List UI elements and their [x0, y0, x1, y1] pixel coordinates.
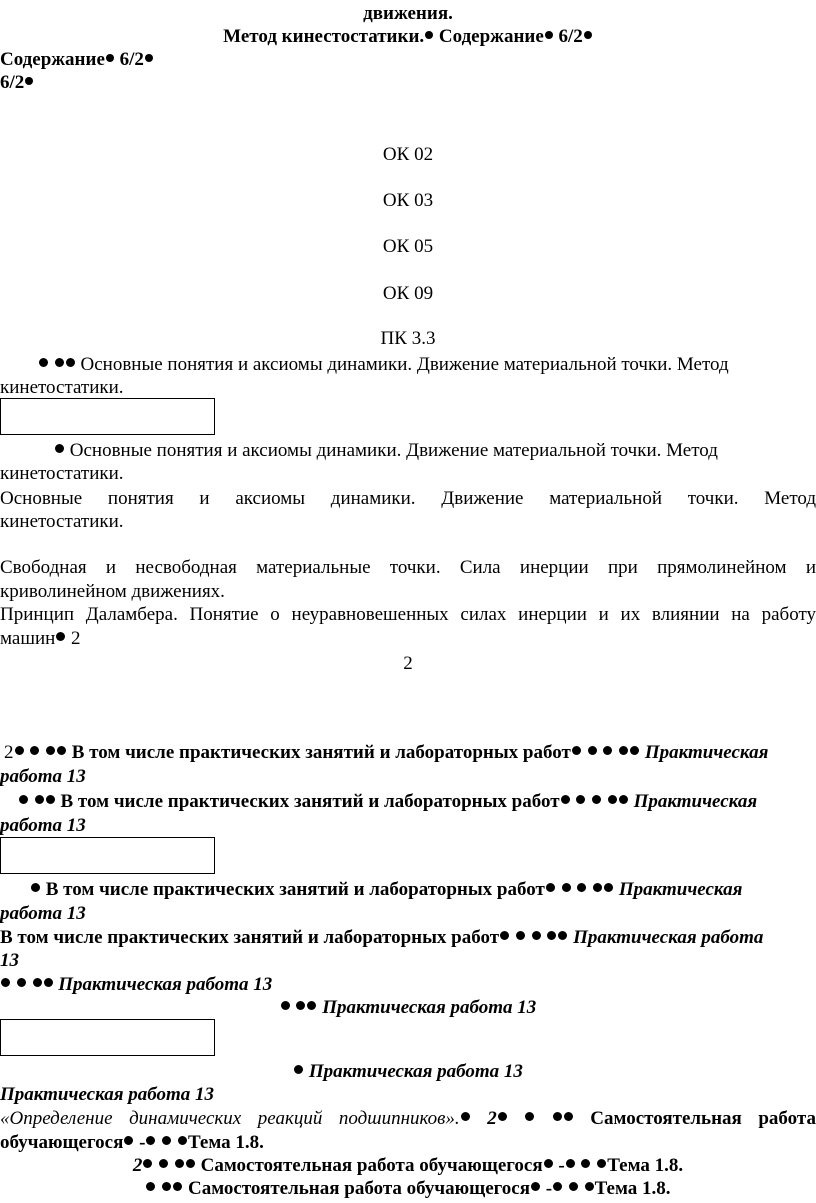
bullet-icon [35, 795, 44, 804]
bullet-icon [106, 54, 114, 62]
practice-line-2b: работа 13 [0, 815, 86, 836]
bullet-icon [1, 978, 10, 987]
empty-cell-box [0, 1019, 215, 1056]
header-line-4: 6/2 [0, 71, 816, 94]
empty-cell-box [0, 837, 215, 874]
bullet-icon [15, 746, 24, 755]
bullet-icon [592, 795, 601, 804]
bullet-icon [562, 883, 571, 892]
competency-ok02: ОК 02 [382, 144, 434, 165]
bullet-icon [603, 746, 612, 755]
practice-line-8: Практическая работа 13 [0, 1084, 215, 1105]
bullet-icon [307, 1001, 316, 1010]
bullet-icon [585, 1182, 594, 1191]
competency-pk33: ПК 3.3 [380, 328, 436, 349]
practice-line-1: 2 В том числе практических занятий и лабораторных работ Практическая [4, 742, 769, 763]
bullet-icon [516, 931, 525, 940]
bullet-icon [532, 931, 541, 940]
bullet-icon [588, 746, 597, 755]
bullet-icon [55, 444, 64, 453]
bullet-icon [566, 1159, 575, 1168]
bullet-icon [561, 795, 570, 804]
theory-title-1: Основные понятия и аксиомы динамики. Движение материальной точки. Метод [38, 353, 816, 376]
competency-ok05: ОК 05 [382, 236, 434, 257]
empty-cell-box [0, 398, 215, 435]
competency-ok03: ОК 03 [382, 190, 434, 211]
practice-line-3: В том числе практических занятий и лабораторных работ Практическая [30, 878, 816, 901]
bullet-icon [553, 1112, 562, 1121]
bullet-icon [531, 1182, 540, 1191]
practice-line-1b: работа 13 [0, 766, 86, 787]
bullet-icon [25, 77, 33, 85]
bullet-icon [124, 1136, 133, 1145]
bullet-icon [597, 1159, 606, 1168]
theory-para-1b: криволинейном движениях. [0, 581, 225, 602]
theory-para-2b: машин 2 [0, 628, 81, 649]
independent-line-1b: обучающегося - Тема 1.8. [0, 1132, 264, 1153]
bullet-icon [498, 1112, 507, 1121]
bullet-icon [581, 1159, 590, 1168]
bullet-icon [162, 1182, 171, 1191]
bullet-icon [619, 795, 628, 804]
theory-title-3b: кинетостатики. [0, 511, 124, 532]
bullet-icon [146, 1136, 155, 1145]
bullet-icon [19, 795, 28, 804]
bullet-icon [57, 746, 66, 755]
practice-line-4: В том числе практических занятий и лабораторных работ Практическая работа [0, 927, 764, 948]
bullet-icon [584, 31, 592, 39]
bullet-icon [145, 54, 153, 62]
practice-line-5: Практическая работа 13 [0, 973, 816, 996]
independent-line-2: 2 Самостоятельная работа обучающегося - Тема 1.8. [132, 1155, 684, 1176]
bullet-icon [162, 1136, 171, 1145]
header-line-2: Метод кинестостатики. Содержание 6/2 [0, 25, 816, 48]
bullet-icon [30, 746, 39, 755]
bullet-icon [569, 1182, 578, 1191]
bullet-icon [544, 1159, 553, 1168]
bullet-icon [564, 1112, 573, 1121]
practice-line-3b: работа 13 [0, 903, 86, 924]
bullet-icon [55, 358, 64, 367]
bullet-icon [572, 746, 581, 755]
bullet-icon [558, 931, 567, 940]
bullet-icon [593, 883, 602, 892]
theory-title-3: Основные понятия и аксиомы динамики. Движение материальной точки. Метод [0, 488, 816, 509]
theory-para-1: Свободная и несвободная материальные точки. Сила инерции при прямолинейном и [0, 557, 816, 578]
bullet-icon [159, 1159, 168, 1168]
bullet-icon [500, 931, 509, 940]
theory-hours-center: 2 [403, 653, 413, 674]
theory-title-2b: кинетостатики. [0, 463, 124, 484]
bullet-icon [545, 31, 553, 39]
bullet-icon [66, 358, 75, 367]
bullet-icon [576, 795, 585, 804]
bullet-icon [425, 31, 433, 39]
theory-para-2: Принцип Даламбера. Понятие о неуравновешенных силах инерции и их влиянии на работу [0, 604, 816, 625]
bullet-icon [17, 978, 26, 987]
bullet-icon [546, 883, 555, 892]
practice-line-4b: 13 [0, 950, 19, 971]
bullet-icon [143, 1159, 152, 1168]
bullet-icon [186, 1159, 195, 1168]
bullet-icon [547, 931, 556, 940]
bullet-icon [630, 746, 639, 755]
practice-topic-line: «Определение динамических реакций подшипников». 2 Самостоятельная работа [0, 1108, 816, 1129]
bullet-icon [281, 1001, 290, 1010]
bullet-icon [56, 632, 65, 641]
theory-title-2: Основные понятия и аксиомы динамики. Движение материальной точки. Метод [54, 439, 816, 462]
bullet-icon [553, 1182, 562, 1191]
bullet-icon [461, 1112, 470, 1121]
bullet-icon [44, 978, 53, 987]
bullet-icon [173, 1182, 182, 1191]
header-line-1: движения. [363, 3, 453, 24]
independent-line-3: Самостоятельная работа обучающегося - Тема 1.8. [0, 1177, 816, 1200]
header-line-3: Содержание 6/2 [0, 48, 816, 71]
bullet-icon [33, 978, 42, 987]
bullet-icon [46, 795, 55, 804]
practice-line-2: В том числе практических занятий и лабораторных работ Практическая [18, 790, 816, 813]
bullet-icon [608, 795, 617, 804]
theory-title-1b: кинетостатики. [0, 377, 124, 398]
bullet-icon [577, 883, 586, 892]
bullet-icon [46, 746, 55, 755]
practice-line-6: Практическая работа 13 [0, 996, 816, 1019]
practice-line-7: Практическая работа 13 [0, 1060, 816, 1083]
bullet-icon [525, 1112, 534, 1121]
bullet-icon [39, 358, 48, 367]
bullet-icon [146, 1182, 155, 1191]
bullet-icon [178, 1136, 187, 1145]
bullet-icon [294, 1065, 303, 1074]
competency-ok09: ОК 09 [382, 283, 434, 304]
bullet-icon [619, 746, 628, 755]
bullet-icon [296, 1001, 305, 1010]
bullet-icon [31, 883, 40, 892]
bullet-icon [175, 1159, 184, 1168]
bullet-icon [604, 883, 613, 892]
